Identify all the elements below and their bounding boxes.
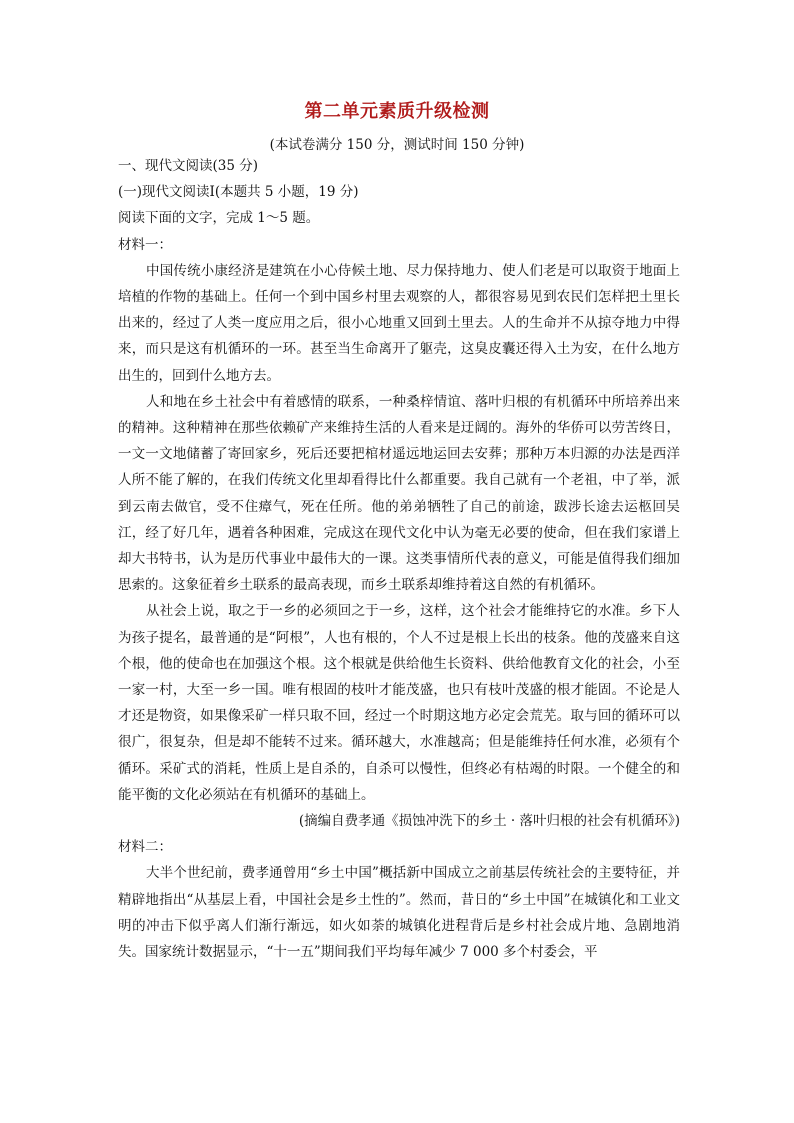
material1-paragraph-2: 人和地在乡土社会中有着感情的联系，一种桑梓情谊、落叶归根的有机循环中所培养出来的精神。这种精神在那些依赖矿产来维持生活的人看来是迂阔的。海外的华侨可以劳苦终日，一文一文地储蓄了寄回家乡，死后还要把棺材遥远地运回去安葬；那种万本归源的办法是西洋人所不能了解的，在我们传统文化里却看得比什么都重要。我自己就有一个老祖，中了举，派到云南去做官，受不住瘴气，死在任所。他的弟弟牺牲了自己的前途，跋涉长途去运柩回吴江，经了好几年，遇着各种困难，完成这在现代文化中认为毫无必要的使命，但在我们家谱上却大书特书，认为是历代事业中最伟大的一课。这类事情所代表的意义，可能是值得我们细加思索的。这象征着乡土联系的最高表现，而乡土联系却维持着这自然的有机循环。: [118, 393, 680, 594]
material2-paragraph: 大半个世纪前，费孝通曾用“乡土中国”概括新中国成立之前基层传统社会的主要特征，并精辟地指出“从基层上看，中国社会是乡土性的”。然而，昔日的“乡土中国”在城镇化和工业文明的冲击下似乎离人们渐行渐远，如火如荼的城镇化进程背后是乡村社会成片地、急剧地消失。国家统计数据显示，“十一五”期间我们平均每年减少 7 000 多个村委会，平: [118, 865, 680, 961]
section-subheading: (一)现代文阅读Ⅰ(本题共 5 小题，19 分): [118, 184, 359, 201]
instruction-text: 阅读下面的文字，完成 1～5 题。: [118, 210, 320, 227]
material1-source: (摘编自费孝通《损蚀冲洗下的乡土 · 落叶归根的社会有机循环》): [298, 813, 680, 830]
exam-info: (本试卷满分 150 分，测试时间 150 分钟): [269, 137, 525, 153]
page-title: 第二单元素质升级检测: [304, 101, 490, 122]
document-body: [118, 153, 680, 965]
material1-paragraph-3: 从社会上说，取之于一乡的必须回之于一乡，这样，这个社会才能维持它的水准。乡下人为孩子提名，最普通的是“阿根”，人也有根的，个人不过是根上长出的枝条。他的茂盛来自这个根，他的使命也在加强这个根。这个根就是供给他生长资料、供给他教育文化的社会，小至一家一村，大至一乡一国。唯有根固的枝叶才能茂盛，也只有枝叶茂盛的根才能固。不论是人才还是物资，如果像采矿一样只取不回，经过一个时期这地方必定会荒芜。取与回的循环可以很广，很复杂，但是却不能转不过来。循环越大，水准越高；但是能维持任何水准，必须有个循环。采矿式的消耗，性质上是自杀的，自杀可以慢性，但终必有枯竭的时限。一个健全的和能平衡的文化必须站在有机循环的基础上。: [118, 603, 680, 803]
section-heading: 一、现代文阅读(35 分): [118, 158, 259, 174]
material1-label: 材料一：: [118, 236, 172, 253]
material2-label: 材料二：: [118, 839, 172, 856]
material1-paragraph-1: 中国传统小康经济是建筑在小心侍候土地、尽力保持地力、使人们老是可以取资于地面上培植的作物的基础上。任何一个到中国乡村里去观察的人，都很容易见到农民们怎样把土里长出来的，经过了人类一度应用之后，很小心地重又回到土里去。人的生命并不从掠夺地力中得来，而只是这有机循环的一环。甚至当生命离开了躯壳，这臭皮囊还得入土为安，在什么地方出生的，回到什么地方去。: [118, 262, 680, 384]
